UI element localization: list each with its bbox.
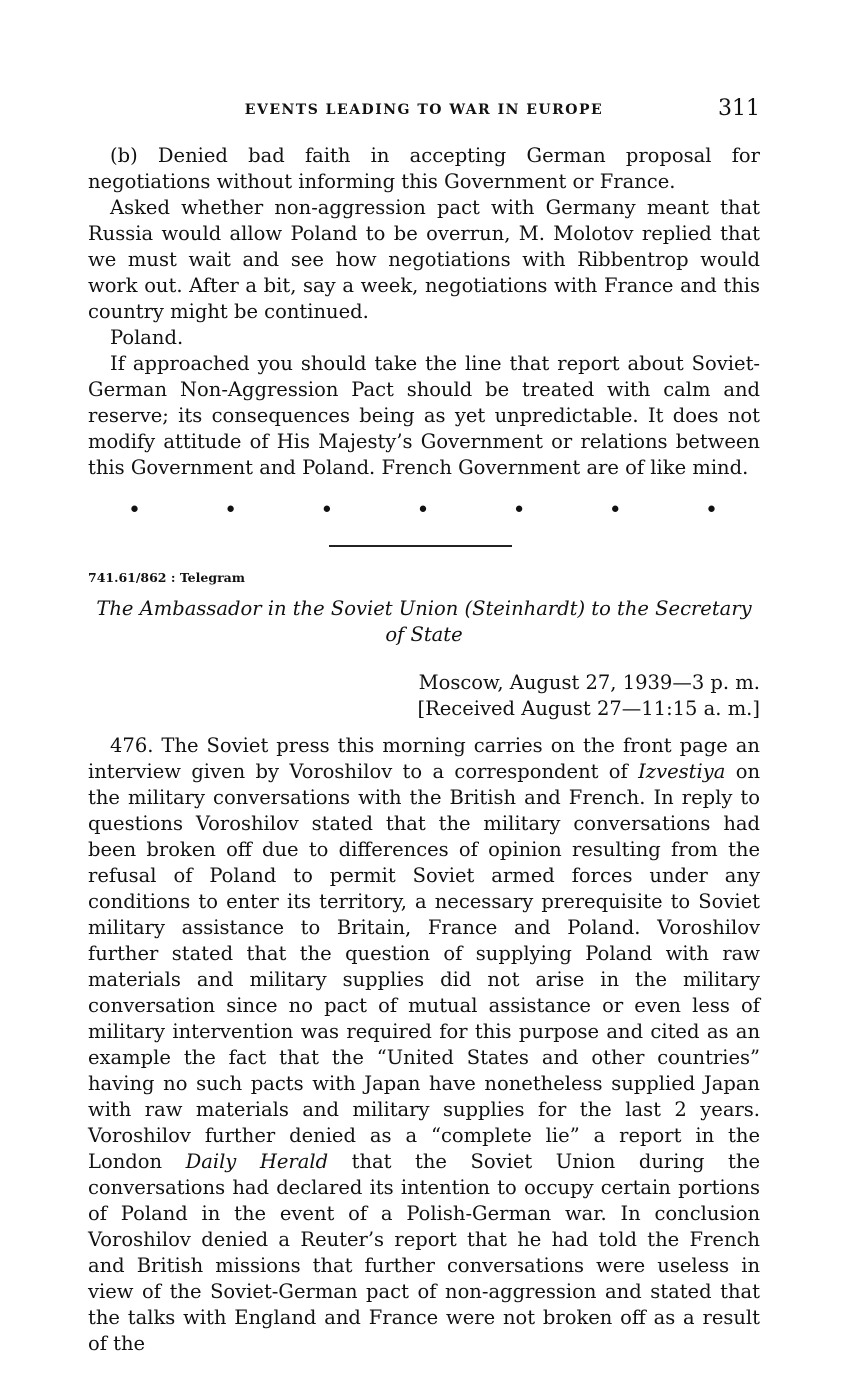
running-head: EVENTS LEADING TO WAR IN EUROPE [244, 102, 604, 118]
telegram-body [88, 733, 760, 1357]
ellipsis-dot: • [512, 497, 526, 523]
paragraph-approached: If approached you should take the line that report about Soviet-German Non-Aggression Pact should be treated with calm and reserve; its consequences being as yet unpredictable. It does not modify attitude of His Majesty’s Government or relations between this Government and Poland. French Government are of like mind. [88, 352, 760, 479]
page-header [88, 96, 760, 126]
page-number: 311 [718, 96, 760, 121]
ellipsis-dot: • [128, 497, 141, 523]
document-title: The Ambassador in the Soviet Union (Steinhardt) to the Secretary of State [96, 597, 752, 646]
ellipsis-dot: • [224, 497, 238, 523]
ellipsis-dot: • [704, 497, 718, 523]
body-text: 476. The Soviet press this morning carries on the front page an interview given by Voroshilov to a correspondent of [88, 734, 760, 783]
poland-heading: Poland. [110, 326, 184, 349]
section-divider [329, 545, 512, 547]
received-note: [Received August 27—11:15 a. m.] [417, 697, 760, 720]
ellipsis-dot: • [608, 497, 622, 523]
paragraph-b: (b) Denied bad faith in accepting German proposal for negotiations without informing this Government or France. [88, 144, 760, 193]
dateline: Moscow, August 27, 1939—3 p. m. [418, 671, 760, 694]
ellipsis-row [128, 496, 718, 524]
dateline-block [417, 670, 760, 722]
body-text: that the Soviet Union during the conversations had declared its intention to occupy certain portions of Poland in the event of a Polish-German war. In conclusion Voroshilov denied a Reuter’s report that he had told the French and British missions that further conversations were useless in view of the Soviet-German pact of non-aggression and stated that the talks with England and France were not broken off as a result of the [88, 1150, 760, 1355]
newspaper-name: Daily Herald [185, 1150, 329, 1173]
ellipsis-dot: • [416, 497, 430, 523]
paragraph-asked: Asked whether non-aggression pact with Germany meant that Russia would allow Poland to be overrun, M. Molotov replied that we must wait and see how negotiations with Ribbentrop would work out. After a bit, say a week, negotiations with France and this country might be continued. [88, 196, 760, 323]
file-reference: 741.61/862 : Telegram [88, 570, 245, 585]
ellipsis-dot: • [320, 497, 334, 523]
body-text: on the military conversations with the British and French. In reply to questions Voroshilov stated that the military conversations had been broken off due to differences of opinion resulting from the refusal of Poland to permit Soviet armed forces under any conditions to enter its territory, a necessary prerequisite to Soviet military assistance to Britain, France and Poland. Voroshilov further stated that the question of supplying Poland with raw materials and military supplies did not arise in the military conversation since no pact of mutual assistance or even less of military intervention was required for this purpose and cited as an example the fact that the “United States and other countries” having no such pacts with Japan have nonetheless supplied Japan with raw materials and military supplies for the last 2 years. Voroshilov further denied as a “complete lie” a report in the London [88, 760, 761, 1173]
newspaper-name: Izvestiya [638, 760, 726, 783]
